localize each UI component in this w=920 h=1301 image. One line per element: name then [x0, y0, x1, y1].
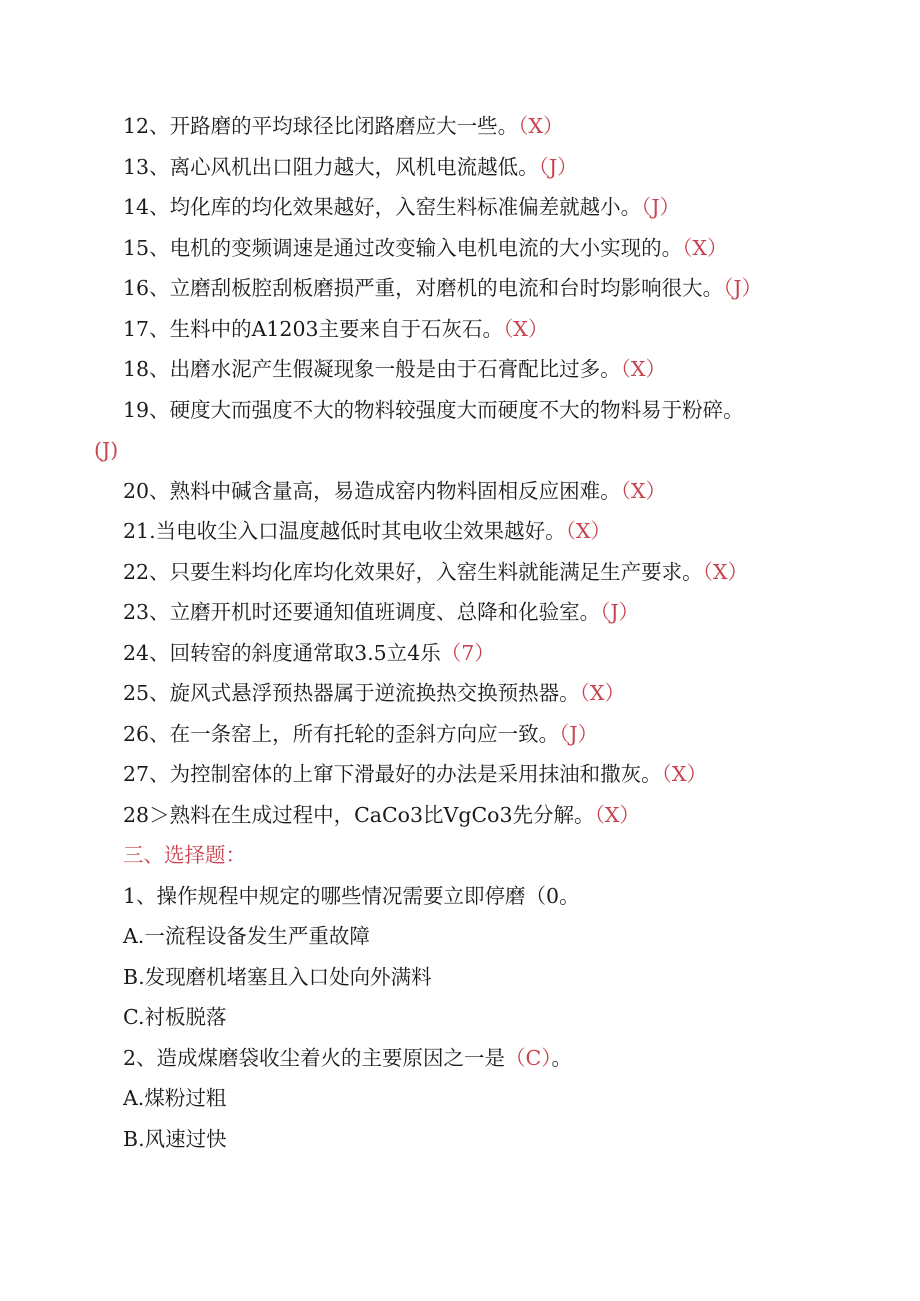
item-text: 22、只要生料均化库均化效果好，入窑生料就能满足生产要求。	[123, 559, 703, 584]
item-text: 13、离心风机出口阻力越大，风机电流越低。	[123, 154, 539, 179]
item-text: A.一流程设备发生严重故障	[123, 924, 370, 948]
judgment-item	[0, 187, 920, 228]
judgment-item	[0, 795, 920, 836]
item-answer: （X）	[661, 762, 707, 786]
judgment-item	[0, 754, 920, 795]
item-answer: （J）	[723, 276, 763, 300]
item-text: 24、回转窑的斜度通常取3.5立4乐	[123, 640, 441, 665]
item-answer: （J）	[559, 721, 599, 746]
choice-option	[0, 1119, 920, 1160]
item-text: 27、为控制窑体的上窜下滑最好的办法是采用抹油和撒灰。	[123, 762, 662, 786]
choice-question	[0, 1038, 920, 1079]
item-answer: （J）	[538, 154, 578, 179]
item-text: 2、造成煤磨袋收尘着火的主要原因之一是	[123, 1045, 506, 1070]
choice-option	[0, 1078, 920, 1119]
choice-question	[0, 876, 920, 917]
judgment-item	[0, 147, 920, 188]
item-answer: （J）	[641, 195, 681, 219]
item-answer: （X）	[503, 316, 549, 341]
judgment-item	[0, 471, 920, 512]
item-text: 23、立磨开机时还要通知值班调度、总降和化验室。	[123, 600, 601, 624]
item-answer: （X）	[682, 235, 728, 260]
judgment-item	[0, 552, 920, 593]
item-text: 19、硬度大而强度不大的物料较强度大而硬度不大的物料易于粉碎。	[123, 397, 744, 422]
judgment-item	[0, 268, 920, 309]
item-text: 16、立磨刮板腔刮板磨损严重，对磨机的电流和台时均影响很大。	[123, 276, 724, 300]
item-answer: （C）	[505, 1045, 552, 1070]
item-text: A.煤粉过粗	[123, 1086, 227, 1110]
item-text: 14、均化库的均化效果越好，入窑生料标准偏差就越小。	[123, 195, 642, 219]
choice-option	[0, 997, 920, 1038]
item-text: 21.当电收尘入口温度越低时其电收尘效果越好。	[123, 519, 566, 543]
item-answer: （J）	[600, 600, 640, 624]
item-text: B.风速过快	[123, 1126, 227, 1151]
item-answer: (J)	[94, 438, 119, 462]
item-answer: （X）	[565, 519, 611, 543]
item-answer: （X）	[579, 681, 625, 705]
item-answer: （X）	[594, 802, 640, 827]
item-text: 20、熟料中碱含量高，易造成窑内物料固相反应困难。	[123, 478, 621, 503]
item-text: B.发现磨机堵塞且入口处向外满料	[123, 964, 432, 989]
judgment-item	[0, 228, 920, 269]
item-text: C.衬板脱落	[123, 1005, 227, 1029]
item-text: 18、出磨水泥产生假凝现象一般是由于石膏配比过多。	[123, 357, 621, 381]
item-text: 12、开路磨的平均球径比闭路磨应大一些。	[123, 114, 519, 138]
document-body	[0, 106, 920, 1159]
item-tail: 。	[551, 1045, 572, 1070]
item-text: 26、在一条窑上，所有托轮的歪斜方向应一致。	[123, 721, 560, 746]
item-answer: （X）	[620, 478, 666, 503]
section-heading: 三、选择题：	[123, 843, 246, 867]
judgment-item	[0, 390, 920, 431]
judgment-item	[0, 592, 920, 633]
choice-option	[0, 916, 920, 957]
item-text: 28＞熟料在生成过程中，CaCo3比VgCo3先分解。	[123, 802, 595, 827]
item-answer: （X）	[620, 357, 666, 381]
judgment-item	[0, 349, 920, 390]
judgment-item	[0, 106, 920, 147]
judgment-item-continuation	[0, 430, 920, 471]
judgment-item	[0, 633, 920, 674]
item-text: 15、电机的变频调速是通过改变输入电机电流的大小实现的。	[123, 235, 683, 260]
choice-option	[0, 957, 920, 998]
item-answer: （X）	[518, 114, 564, 138]
item-answer: （7）	[440, 640, 495, 665]
item-answer: （X）	[702, 559, 748, 584]
item-text: 17、生料中的A1203主要来自于石灰石。	[123, 316, 504, 341]
item-text: 25、旋风式悬浮预热器属于逆流换热交换预热器。	[123, 681, 580, 705]
judgment-item	[0, 714, 920, 755]
item-text: 1、操作规程中规定的哪些情况需要立即停磨（0。	[123, 883, 580, 908]
judgment-item	[0, 673, 920, 714]
judgment-item	[0, 511, 920, 552]
judgment-item	[0, 309, 920, 350]
